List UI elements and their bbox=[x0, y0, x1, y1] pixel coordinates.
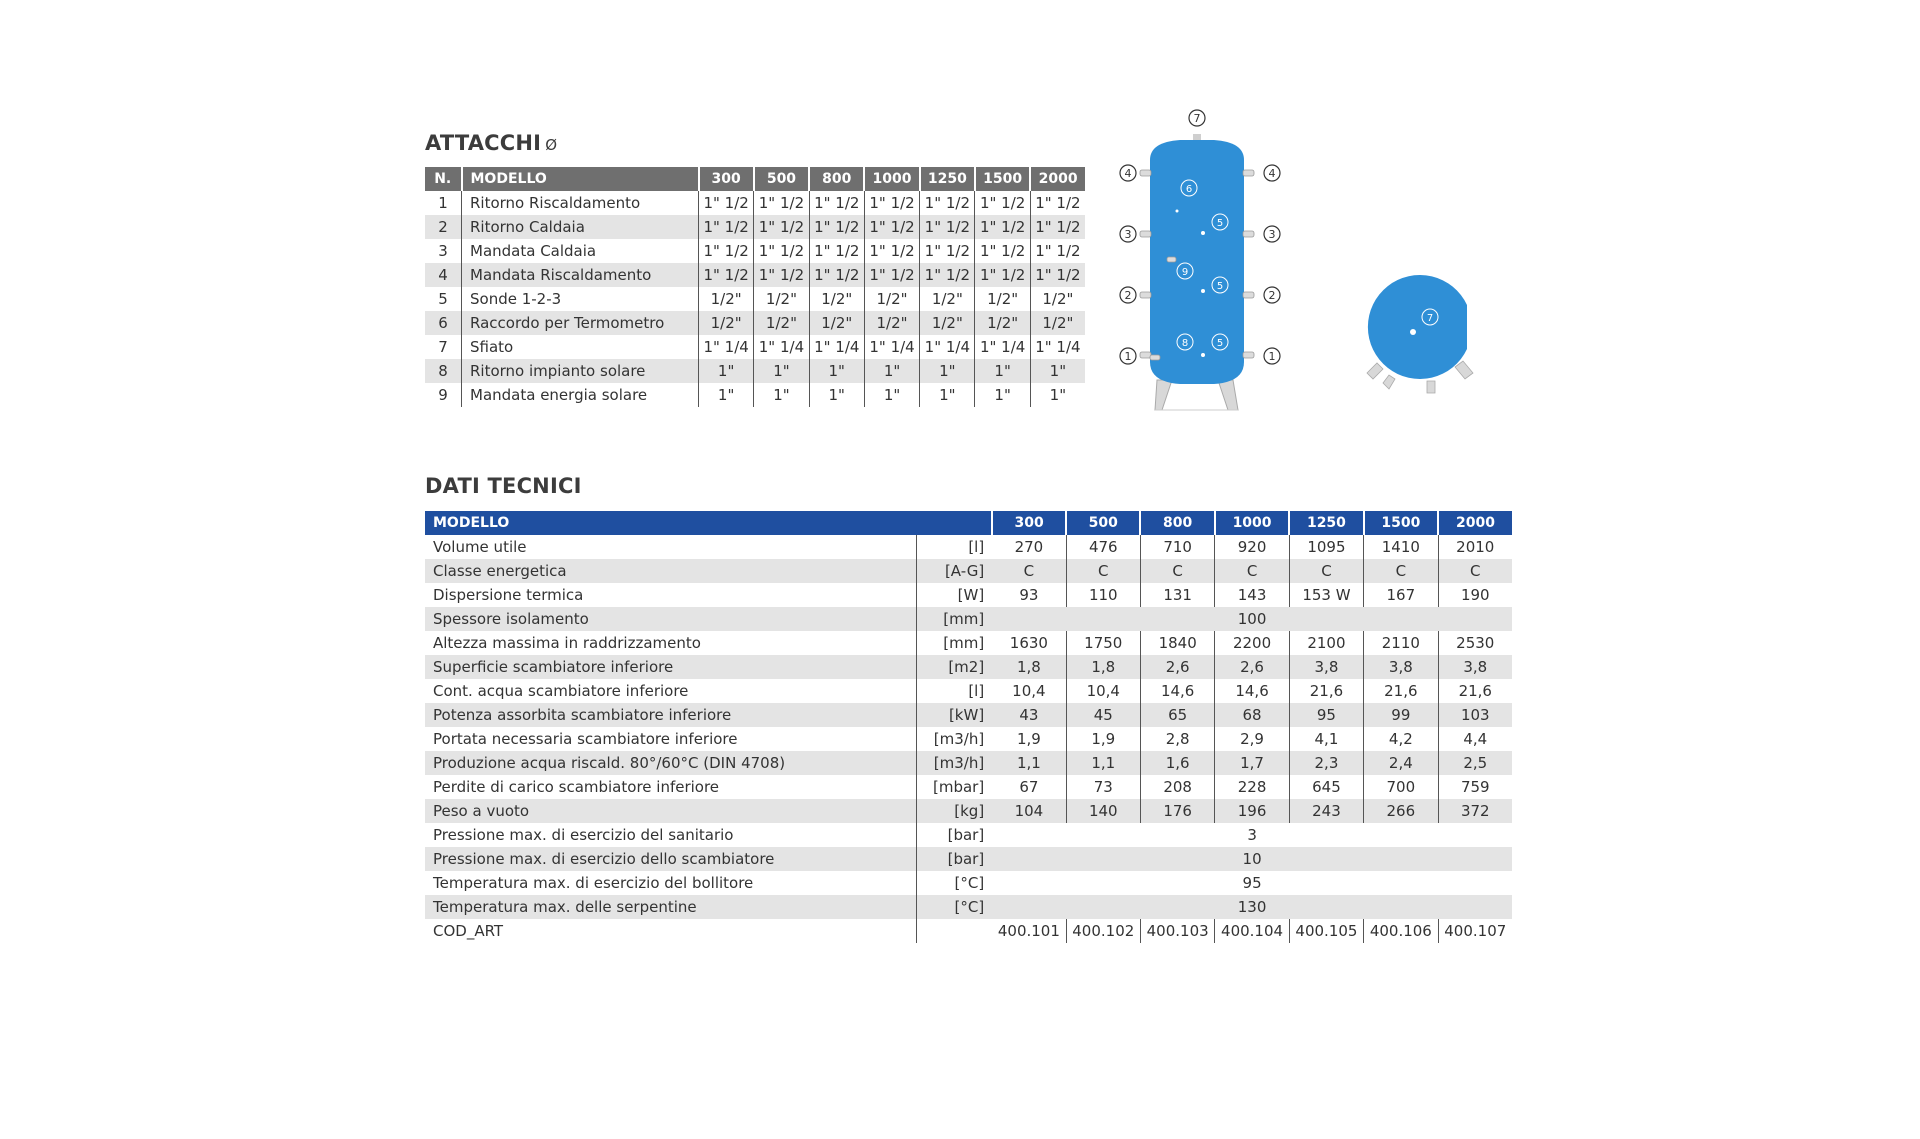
label-8-inner: 8 bbox=[1181, 338, 1189, 349]
dati-row bbox=[425, 727, 1512, 751]
dati-row-value: 10,4 bbox=[1066, 679, 1140, 703]
attacchi-row-value: 1" 1/2 bbox=[754, 215, 809, 239]
attacchi-row-value: 1" 1/2 bbox=[920, 215, 975, 239]
attacchi-row-value: 1" 1/2 bbox=[809, 263, 864, 287]
attacchi-row-value: 1/2" bbox=[809, 287, 864, 311]
attacchi-row-value: 1" 1/4 bbox=[699, 335, 754, 359]
dati-row-value: 2530 bbox=[1438, 631, 1512, 655]
dati-row-unit: [mm] bbox=[917, 607, 993, 631]
label-5-inner: 5 bbox=[1216, 218, 1224, 229]
attacchi-row-value: 1/2" bbox=[754, 311, 809, 335]
dati-row-name: Potenza assorbita scambiatore inferiore bbox=[425, 703, 917, 727]
dati-row-value: C bbox=[1364, 559, 1438, 583]
dati-row-unit: [mm] bbox=[917, 631, 993, 655]
dati-row-value: 176 bbox=[1140, 799, 1214, 823]
dati-row-value: 2,3 bbox=[1289, 751, 1363, 775]
dati-row-value: 4,4 bbox=[1438, 727, 1512, 751]
dati-row-value: C bbox=[1438, 559, 1512, 583]
label-1-right: 1 bbox=[1268, 350, 1276, 363]
dati-header-modello: MODELLO bbox=[425, 511, 992, 535]
dati-row-value: 2,6 bbox=[1140, 655, 1214, 679]
label-9-inner: 9 bbox=[1181, 267, 1189, 278]
dati-row-value: 103 bbox=[1438, 703, 1512, 727]
dati-row-value: 1750 bbox=[1066, 631, 1140, 655]
attacchi-row-number: 3 bbox=[438, 242, 448, 260]
dati-row-value: 73 bbox=[1066, 775, 1140, 799]
attacchi-table bbox=[425, 167, 1085, 407]
dati-row-merged-value: 130 bbox=[992, 895, 1512, 919]
dati-row-value: C bbox=[1066, 559, 1140, 583]
attacchi-row-value: 1/2" bbox=[864, 287, 919, 311]
dati-row-value: 196 bbox=[1215, 799, 1289, 823]
dati-row-name: Pressione max. di esercizio del sanitario bbox=[433, 826, 734, 844]
attacchi-header-model: 800 bbox=[809, 167, 864, 191]
attacchi-row-name: Ritorno Riscaldamento bbox=[462, 191, 699, 215]
dati-row-value: 400.107 bbox=[1438, 919, 1512, 943]
attacchi-row-value: 1" 1/4 bbox=[864, 335, 919, 359]
dati-row bbox=[425, 679, 1512, 703]
dati-row-value: 43 bbox=[992, 703, 1066, 727]
dati-header-model: 1250 bbox=[1289, 511, 1363, 535]
attacchi-header-model: 1250 bbox=[920, 167, 975, 191]
dati-row-value: 243 bbox=[1289, 799, 1363, 823]
dati-row bbox=[425, 871, 1512, 895]
attacchi-row-name: Ritorno Caldaia bbox=[462, 215, 699, 239]
attacchi-row-value: 1" 1/4 bbox=[1030, 335, 1085, 359]
dati-row bbox=[425, 799, 1512, 823]
dati-row-value: 920 bbox=[1215, 535, 1289, 559]
dati-row-name: Spessore isolamento bbox=[425, 607, 917, 631]
dati-row-name: Volume utile bbox=[433, 538, 527, 556]
dati-header-row bbox=[425, 511, 1512, 535]
attacchi-row-value: 1" bbox=[864, 359, 919, 383]
dati-row-value: 759 bbox=[1438, 775, 1512, 799]
attacchi-row-value: 1" 1/2 bbox=[809, 239, 864, 263]
attacchi-row-value: 1/2" bbox=[699, 287, 754, 311]
dati-row-value: 1,8 bbox=[1066, 655, 1140, 679]
dati-row-unit: [W] bbox=[917, 583, 993, 607]
dati-row-value: 2,9 bbox=[1215, 727, 1289, 751]
dati-row-name: Perdite di carico scambiatore inferiore bbox=[433, 778, 720, 796]
attacchi-row-value: 1" 1/2 bbox=[864, 191, 919, 215]
attacchi-row-value: 1" 1/2 bbox=[920, 239, 975, 263]
dati-row-name: Pressione max. di esercizio dello scambiatore bbox=[425, 847, 917, 871]
attacchi-row-value: 1" 1/2 bbox=[699, 215, 754, 239]
attacchi-row-value: 1" bbox=[699, 359, 754, 383]
attacchi-row-value: 1" bbox=[864, 383, 919, 407]
attacchi-header-n: N. bbox=[425, 167, 462, 191]
dati-row-unit: [kW] bbox=[917, 703, 993, 727]
dati-row-value: 3,8 bbox=[1289, 655, 1363, 679]
dati-row-value: 1,1 bbox=[992, 751, 1066, 775]
tank-leg-right bbox=[1218, 380, 1238, 410]
dati-row-unit: [m2] bbox=[917, 655, 993, 679]
dati-row-unit: [m3/h] bbox=[917, 751, 993, 775]
attacchi-header-modello: MODELLO bbox=[462, 167, 699, 191]
attacchi-row-value: 1/2" bbox=[754, 287, 809, 311]
attacchi-row-value: 1/2" bbox=[920, 311, 975, 335]
dati-row-unit: [l] bbox=[917, 679, 993, 703]
attacchi-row-value: 1/2" bbox=[975, 287, 1030, 311]
attacchi-row-number: 6 bbox=[425, 311, 462, 335]
dati-row-value: 2100 bbox=[1289, 631, 1363, 655]
dati-row-value: 270 bbox=[1014, 538, 1044, 556]
dati-row-value: 14,6 bbox=[1140, 679, 1214, 703]
dati-header-model: 1500 bbox=[1364, 511, 1438, 535]
label-4-right: 4 bbox=[1268, 167, 1276, 180]
dati-row-value: 2,8 bbox=[1140, 727, 1214, 751]
dati-row-value: 167 bbox=[1364, 583, 1438, 607]
dati-row-unit: [kg] bbox=[917, 799, 993, 823]
dati-row bbox=[425, 607, 1512, 631]
dati-row-value: 99 bbox=[1364, 703, 1438, 727]
attacchi-row-value: 1" bbox=[699, 383, 754, 407]
attacchi-row-value: 1" bbox=[1030, 383, 1085, 407]
attacchi-row-name: Sonde 1-2-3 bbox=[462, 287, 699, 311]
attacchi-row-number: 1 bbox=[438, 194, 448, 212]
attacchi-row-value: 1" bbox=[975, 359, 1030, 383]
attacchi-row-value: 1/2" bbox=[975, 311, 1030, 335]
attacchi-row bbox=[425, 215, 1085, 239]
attacchi-title bbox=[425, 131, 557, 155]
dati-row-value: C bbox=[1215, 559, 1289, 583]
dati-row-name: Portata necessaria scambiatore inferiore bbox=[433, 730, 738, 748]
dati-row-unit: [bar] bbox=[917, 823, 993, 847]
dati-row-unit: [A-G] bbox=[917, 559, 993, 583]
dati-row-name: COD_ART bbox=[433, 922, 504, 940]
dati-row-value: 110 bbox=[1066, 583, 1140, 607]
attacchi-row-value: 1/2" bbox=[699, 311, 754, 335]
dati-row-name: Superficie scambiatore inferiore bbox=[425, 655, 917, 679]
attacchi-row bbox=[425, 239, 1085, 263]
attacchi-row-value: 1/2" bbox=[1030, 311, 1085, 335]
attacchi-row-value: 1" 1/2 bbox=[699, 263, 754, 287]
dati-row-value: 400.104 bbox=[1215, 919, 1289, 943]
attacchi-row bbox=[425, 311, 1085, 335]
dati-row-value: 10,4 bbox=[1012, 682, 1046, 700]
diameter-symbol: Ø bbox=[545, 136, 558, 154]
dati-row-value: 710 bbox=[1140, 535, 1214, 559]
dati-row-name: Classe energetica bbox=[425, 559, 917, 583]
attacchi-row-value: 1" 1/2 bbox=[1030, 215, 1085, 239]
attacchi-row-number: 5 bbox=[438, 290, 448, 308]
attacchi-row-value: 1" 1/2 bbox=[809, 215, 864, 239]
dati-row-value: 372 bbox=[1438, 799, 1512, 823]
dati-row-value: 95 bbox=[1289, 703, 1363, 727]
attacchi-row-value: 1" bbox=[809, 383, 864, 407]
dati-row-value: 266 bbox=[1364, 799, 1438, 823]
dati-header-model: 1000 bbox=[1215, 511, 1289, 535]
attacchi-row-value: 1" 1/2 bbox=[809, 191, 864, 215]
attacchi-row-value: 1" 1/2 bbox=[864, 239, 919, 263]
attacchi-row-name: Ritorno impianto solare bbox=[462, 359, 699, 383]
dati-row-unit: [l] bbox=[917, 535, 993, 559]
tank-top-view bbox=[1355, 275, 1475, 405]
dati-row bbox=[425, 655, 1512, 679]
attacchi-row bbox=[425, 383, 1085, 407]
dati-row-value: 1095 bbox=[1289, 535, 1363, 559]
dati-row-value: 143 bbox=[1215, 583, 1289, 607]
attacchi-header-model: 300 bbox=[699, 167, 754, 191]
attacchi-row-number: 7 bbox=[438, 338, 448, 356]
attacchi-row-value: 1/2" bbox=[864, 311, 919, 335]
dati-row-merged-value: 10 bbox=[992, 847, 1512, 871]
dati-row-name: Produzione acqua riscald. 80°/60°C (DIN 4708) bbox=[425, 751, 917, 775]
label-7-top: 7 bbox=[1193, 112, 1201, 125]
attacchi-row-value: 1" 1/4 bbox=[920, 335, 975, 359]
dati-row-merged-value: 100 bbox=[992, 607, 1512, 631]
dati-row-value: 645 bbox=[1289, 775, 1363, 799]
attacchi-row-value: 1" 1/2 bbox=[754, 191, 809, 215]
attacchi-row-name: Sfiato bbox=[462, 335, 699, 359]
attacchi-row-value: 1" 1/2 bbox=[920, 191, 975, 215]
dati-row bbox=[425, 847, 1512, 871]
label-6-inner: 6 bbox=[1185, 184, 1193, 195]
dati-tecnici-table bbox=[425, 511, 1512, 943]
dati-row-value: 400.106 bbox=[1364, 919, 1438, 943]
dati-row bbox=[425, 535, 1512, 559]
attacchi-row-value: 1" 1/2 bbox=[975, 191, 1030, 215]
dati-row-name: Temperatura max. di esercizio del bollitore bbox=[433, 874, 754, 892]
attacchi-row-value: 1" 1/2 bbox=[975, 215, 1030, 239]
attacchi-row-name: Mandata energia solare bbox=[462, 383, 699, 407]
dati-row bbox=[425, 583, 1512, 607]
dati-row-value: 2110 bbox=[1364, 631, 1438, 655]
attacchi-row-value: 1" 1/2 bbox=[754, 239, 809, 263]
dati-header-model: 2000 bbox=[1438, 511, 1512, 535]
dati-row-value: 104 bbox=[992, 799, 1066, 823]
dati-row-value: 400.101 bbox=[997, 922, 1060, 940]
dati-row-value: 4,1 bbox=[1289, 727, 1363, 751]
dati-row-name: Peso a vuoto bbox=[425, 799, 917, 823]
attacchi-row-value: 1" bbox=[754, 383, 809, 407]
attacchi-row-name: Raccordo per Termometro bbox=[462, 311, 699, 335]
dati-row-value: C bbox=[1289, 559, 1363, 583]
dati-row-unit: [°C] bbox=[917, 871, 993, 895]
attacchi-row-value: 1" bbox=[920, 359, 975, 383]
dati-row-unit: [bar] bbox=[917, 847, 993, 871]
attacchi-title-text: ATTACCHI bbox=[425, 131, 542, 155]
dati-row-value: 208 bbox=[1140, 775, 1214, 799]
label-3-right: 3 bbox=[1268, 228, 1276, 241]
attacchi-row-value: 1" bbox=[809, 359, 864, 383]
dati-row-value: 1,1 bbox=[1066, 751, 1140, 775]
dati-row-value: 476 bbox=[1066, 535, 1140, 559]
dati-row-value: 153 W bbox=[1289, 583, 1363, 607]
dati-row-value: 67 bbox=[1019, 778, 1039, 796]
dati-row-unit: [°C] bbox=[917, 895, 993, 919]
tank-diagram bbox=[1110, 100, 1290, 420]
attacchi-row-name: Mandata Riscaldamento bbox=[462, 263, 699, 287]
dati-row-value: 1,6 bbox=[1140, 751, 1214, 775]
dati-row-value: 1,9 bbox=[1066, 727, 1140, 751]
attacchi-row bbox=[425, 335, 1085, 359]
dati-tecnici-title: DATI TECNICI bbox=[425, 474, 582, 498]
label-5-inner: 5 bbox=[1216, 281, 1224, 292]
dati-row bbox=[425, 895, 1512, 919]
dati-row-value: 93 bbox=[1019, 586, 1039, 604]
attacchi-row-value: 1" 1/2 bbox=[864, 215, 919, 239]
dati-row-value: 2,6 bbox=[1215, 655, 1289, 679]
attacchi-row-value: 1" 1/2 bbox=[920, 263, 975, 287]
label-5-inner: 5 bbox=[1216, 338, 1224, 349]
attacchi-row-value: 1/2" bbox=[1030, 287, 1085, 311]
dati-row bbox=[425, 775, 1512, 799]
dati-header-model: 500 bbox=[1066, 511, 1140, 535]
attacchi-row-name: Mandata Caldaia bbox=[462, 239, 699, 263]
dati-row-value: 1630 bbox=[1009, 634, 1048, 652]
dati-row-unit bbox=[917, 919, 993, 943]
label-3-left: 3 bbox=[1124, 228, 1132, 241]
attacchi-row-value: 1" 1/2 bbox=[975, 239, 1030, 263]
tank-top-circle bbox=[1368, 275, 1467, 379]
dati-row-value: 2010 bbox=[1438, 535, 1512, 559]
dati-row-value: 3,8 bbox=[1438, 655, 1512, 679]
dati-row-value: 400.103 bbox=[1140, 919, 1214, 943]
dati-row-value: 21,6 bbox=[1438, 679, 1512, 703]
dati-row-value: 140 bbox=[1066, 799, 1140, 823]
label-2-right: 2 bbox=[1268, 289, 1276, 302]
attacchi-row-value: 1" bbox=[920, 383, 975, 407]
label-1-left: 1 bbox=[1124, 350, 1132, 363]
dati-row-name: Cont. acqua scambiatore inferiore bbox=[433, 682, 689, 700]
dati-row-value: 21,6 bbox=[1364, 679, 1438, 703]
dati-row-value: 1,7 bbox=[1215, 751, 1289, 775]
dati-row-value: 1410 bbox=[1364, 535, 1438, 559]
attacchi-row-value: 1" bbox=[975, 383, 1030, 407]
dati-row-value: 400.105 bbox=[1289, 919, 1363, 943]
attacchi-row-value: 1" 1/2 bbox=[1030, 239, 1085, 263]
dati-row-value: 1840 bbox=[1140, 631, 1214, 655]
dati-row-value: C bbox=[1140, 559, 1214, 583]
attacchi-header-model: 1500 bbox=[975, 167, 1030, 191]
dati-row-value: 400.102 bbox=[1066, 919, 1140, 943]
dati-row-value: 21,6 bbox=[1289, 679, 1363, 703]
dati-row-value: 65 bbox=[1140, 703, 1214, 727]
dati-row-merged-value: 95 bbox=[1242, 874, 1262, 892]
dati-row-value: C bbox=[992, 559, 1066, 583]
dati-row-value: 14,6 bbox=[1215, 679, 1289, 703]
dati-row-value: 228 bbox=[1215, 775, 1289, 799]
dati-row-name: Temperatura max. delle serpentine bbox=[425, 895, 917, 919]
label-4-left: 4 bbox=[1124, 167, 1132, 180]
dati-row-unit: [m3/h] bbox=[917, 727, 993, 751]
label-2-left: 2 bbox=[1124, 289, 1132, 302]
dati-row-value: 45 bbox=[1066, 703, 1140, 727]
label-7-top-view: 7 bbox=[1426, 313, 1434, 324]
dati-row-value: 68 bbox=[1215, 703, 1289, 727]
attacchi-row-value: 1" 1/2 bbox=[699, 191, 754, 215]
attacchi-row-value: 1" 1/4 bbox=[809, 335, 864, 359]
dati-row-value: 700 bbox=[1364, 775, 1438, 799]
attacchi-row-value: 1" 1/2 bbox=[754, 263, 809, 287]
dati-row-value: 2,4 bbox=[1364, 751, 1438, 775]
attacchi-row bbox=[425, 287, 1085, 311]
dati-row-value: 131 bbox=[1140, 583, 1214, 607]
attacchi-row-value: 1" 1/2 bbox=[864, 263, 919, 287]
dati-row bbox=[425, 919, 1512, 943]
attacchi-header-row bbox=[425, 167, 1085, 191]
attacchi-row bbox=[425, 359, 1085, 383]
attacchi-row-value: 1" 1/2 bbox=[1030, 191, 1085, 215]
attacchi-header-model: 500 bbox=[754, 167, 809, 191]
attacchi-row-value: 1" bbox=[754, 359, 809, 383]
attacchi-row-value: 1/2" bbox=[809, 311, 864, 335]
dati-row-value: 1,8 bbox=[992, 655, 1066, 679]
dati-row-merged-value: 3 bbox=[1247, 826, 1257, 844]
dati-row-value: 2200 bbox=[1215, 631, 1289, 655]
attacchi-row-value: 1" bbox=[1030, 359, 1085, 383]
dati-row-value: 1,9 bbox=[1016, 730, 1041, 748]
dati-row bbox=[425, 703, 1512, 727]
attacchi-row-value: 1" 1/4 bbox=[754, 335, 809, 359]
attacchi-row-value: 1" 1/2 bbox=[975, 263, 1030, 287]
dati-row-value: 190 bbox=[1438, 583, 1512, 607]
dati-row-value: 2,5 bbox=[1438, 751, 1512, 775]
attacchi-row-number: 9 bbox=[438, 386, 448, 404]
dati-row-unit: [mbar] bbox=[917, 775, 993, 799]
attacchi-row-number: 4 bbox=[425, 263, 462, 287]
dati-row bbox=[425, 631, 1512, 655]
attacchi-row-value: 1/2" bbox=[920, 287, 975, 311]
dati-row bbox=[425, 823, 1512, 847]
attacchi-header-model: 2000 bbox=[1030, 167, 1085, 191]
dati-row-value: 4,2 bbox=[1364, 727, 1438, 751]
dati-row-value: 3,8 bbox=[1364, 655, 1438, 679]
dati-row-name: Dispersione termica bbox=[433, 586, 584, 604]
attacchi-row bbox=[425, 191, 1085, 215]
attacchi-row bbox=[425, 263, 1085, 287]
tank-body bbox=[1150, 140, 1244, 384]
attacchi-header-model: 1000 bbox=[864, 167, 919, 191]
dati-row bbox=[425, 559, 1512, 583]
attacchi-row-number: 2 bbox=[425, 215, 462, 239]
attacchi-row-number: 8 bbox=[425, 359, 462, 383]
tank-leg-left bbox=[1155, 380, 1172, 410]
attacchi-row-value: 1" 1/2 bbox=[1030, 263, 1085, 287]
dati-header-model: 300 bbox=[992, 511, 1066, 535]
attacchi-row-value: 1" 1/2 bbox=[699, 239, 754, 263]
dati-header-model: 800 bbox=[1140, 511, 1214, 535]
dati-row-name: Altezza massima in raddrizzamento bbox=[433, 634, 701, 652]
dati-row bbox=[425, 751, 1512, 775]
attacchi-row-value: 1" 1/4 bbox=[975, 335, 1030, 359]
